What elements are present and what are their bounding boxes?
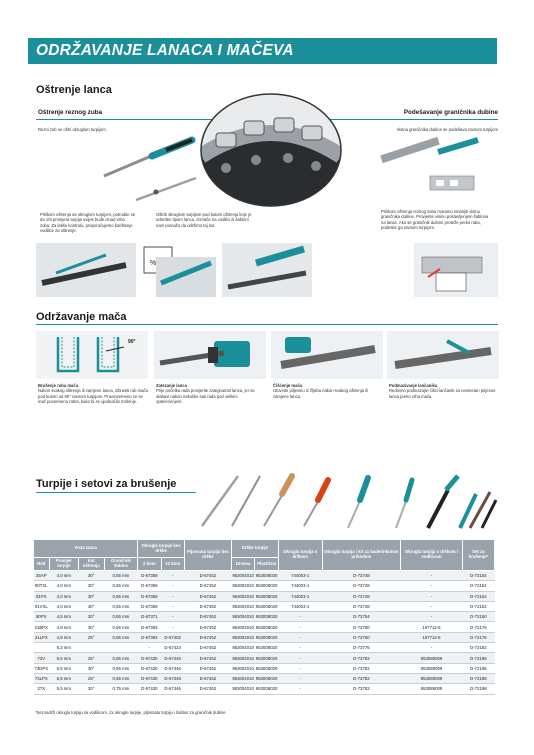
table-cell: 953004010 <box>231 663 255 673</box>
bar-col-2-text: Prije početka rada provjerite zategnutost lanca, jer se olabavi nakon nekoliko sati rada pod velikim opterećenjem. <box>156 388 255 405</box>
table-cell: 953004010 <box>231 622 255 632</box>
th-2pcs: 2 kom <box>138 558 161 571</box>
table-cell: 4,0 mm <box>49 581 78 591</box>
table-cell: - <box>161 622 184 632</box>
table-cell: D-73782 <box>322 653 401 663</box>
table-cell: D-67430 <box>138 663 161 673</box>
table-cell: D-67430 <box>138 673 161 683</box>
table-cell: 953089009 <box>401 673 463 683</box>
table-cell: D-67430 <box>138 684 161 694</box>
sharpening-photos <box>36 243 498 297</box>
table-cell: 953008020 <box>255 653 279 663</box>
sharpen-paragraph-2: Oštriti okruglom turpijom pod kutom oštrenja koje je određen tipom lanca. Označe na vodilici ili šabloni nam pomažu da održimo taj kut. <box>156 212 252 228</box>
table-cell: 953008020 <box>255 571 279 581</box>
table-cell: 5,5 mm <box>49 653 78 663</box>
table-cell: D-72198 <box>462 684 494 694</box>
lubrication-photo <box>387 331 499 379</box>
table-cell: 953008020 <box>255 632 279 642</box>
table-cell: - <box>138 643 161 653</box>
divider <box>36 324 498 325</box>
table-cell: 0,65 mm <box>104 601 138 611</box>
table-cell: D-67393 <box>138 632 161 642</box>
table-cell: 953004010 <box>231 571 255 581</box>
table-row <box>34 601 495 611</box>
table-cell: 953008020 <box>255 663 279 673</box>
table-cell: - <box>278 632 322 642</box>
sharpen-paragraph-3: Prilikom oštrenja reznog zuba moramo smanjiti visinu graničnika dubine. Provjerite visinu postavljenjem šablona na lanac. Ako se graničnik dubine proteže preko ruba, podesite ga ravnom turpijom. <box>381 209 489 231</box>
svg-text:%: % <box>150 260 157 267</box>
table-cell: - <box>401 612 463 622</box>
sharpen-paragraph-1: Prilikom oštrenja sa okruglom turpijom, potrudite se da 1/5 promjera turpije uvijek bude iznad vrha zuba. Za lakšu kontrolu, preporučujemo korištenje vodilice za oštrenje. <box>40 212 136 234</box>
table-cell: 30° <box>78 663 104 673</box>
table-cell: - <box>278 653 322 663</box>
table-cell: 5,5 mm <box>49 663 78 673</box>
th-depth: Graničnik dubine <box>104 558 138 571</box>
bar-edge-illustration <box>36 331 148 379</box>
th-chain-type: Vrsta lanca <box>34 540 138 558</box>
bar-col-4-text: Redovno podmazujte čišći lančanik za nesmetan prijenos lanca preko vrha mača. <box>389 388 496 399</box>
page-title: ODRŽAVANJE LANACA I MAČEVA <box>36 42 294 59</box>
table-cell: 953008020 <box>255 643 279 653</box>
bar-col-3-text: Utovnite piljevinu iz žljeba nakon svakog oštrenja ili zamjene lanca. <box>273 388 368 399</box>
table-cell: D-72176 <box>462 632 494 642</box>
table-cell: D-72154 <box>462 591 494 601</box>
section-title-bar: Održavanje mača <box>36 311 127 323</box>
table-cell: 0,65 mm <box>104 622 138 632</box>
bar-col-4-title: Podmazivanje lančanika <box>389 383 438 388</box>
bar-col-3 <box>273 383 381 399</box>
bar-col-2-title: Zatezanje lanca <box>156 383 187 388</box>
table-cell: D-67424 <box>161 643 184 653</box>
table-cell: 744003-1 <box>278 591 322 601</box>
table-cell: 953004010 <box>231 591 255 601</box>
th-sharpening-set: Set za brušenje* <box>462 540 494 571</box>
table-cell: 953089009 <box>401 653 463 663</box>
table-cell: D-67402 <box>161 632 184 642</box>
th-plastic: Plastična <box>255 558 279 571</box>
table-cell: D-72198 <box>462 663 494 673</box>
table-cell <box>34 643 50 653</box>
table-cell: D-73776 <box>322 643 401 653</box>
table-cell: 0,65 mm <box>104 612 138 622</box>
subtitle-cutter-sharpening: Oštrenje reznog zuba <box>38 109 103 116</box>
table-cell: 25° <box>78 632 104 642</box>
table-cell: - <box>278 684 322 694</box>
cleaning-photo <box>271 331 383 379</box>
table-cell: 80TXL <box>34 581 50 591</box>
table-cell: 72V <box>34 653 50 663</box>
table-cell: D-73782 <box>322 663 401 673</box>
th-wood: Drvena <box>231 558 255 571</box>
table-row <box>34 581 495 591</box>
table-cell: 953004010 <box>231 612 255 622</box>
table-cell: 953004010 <box>231 632 255 642</box>
th-row: Red <box>34 558 50 571</box>
table-cell: 5,5 mm <box>49 673 78 683</box>
table-cell: 197712-5 <box>401 632 463 642</box>
table-cell: D-67452 <box>184 581 231 591</box>
header-banner <box>28 38 497 64</box>
table-cell: 197712-5 <box>401 622 463 632</box>
table-cell: D-72198 <box>462 653 494 663</box>
table-cell: 4,0 mm <box>49 601 78 611</box>
table-cell: D-73760 <box>322 632 401 642</box>
table-cell: 953004010 <box>231 653 255 663</box>
table-cell: - <box>161 612 184 622</box>
table-cell: D-67452 <box>184 673 231 683</box>
table-cell: D-67452 <box>184 591 231 601</box>
table-cell: 25AP <box>34 571 50 581</box>
bar-col-4 <box>389 383 497 399</box>
table-cell: 30° <box>78 601 104 611</box>
table-cell: 953004010 <box>231 673 255 683</box>
table-cell: 27X <box>34 684 50 694</box>
table-cell: D-67452 <box>184 601 231 611</box>
th-round-file-guide: Okrugla turpija s drškom i vodilicom <box>401 540 463 571</box>
depth-desc: Visina graničnika dubine se podešava ravnom turpijom <box>396 127 498 132</box>
table-cell: 0,65 mm <box>104 663 138 673</box>
table-cell: D-67452 <box>184 653 231 663</box>
table-cell: 4,5 mm <box>49 612 78 622</box>
table-cell: 0,65 mm <box>104 632 138 642</box>
table-cell: 5,5 mm <box>49 684 78 694</box>
table-cell: D-67359 <box>138 601 161 611</box>
table-cell: 0,65 mm <box>104 653 138 663</box>
table-cell: 90PX <box>34 612 50 622</box>
flat-file-illustration <box>370 136 490 206</box>
table-cell: 73LPX <box>34 673 50 683</box>
divider <box>36 492 196 493</box>
table-cell: D-72154 <box>462 581 494 591</box>
table-cell: 30° <box>78 612 104 622</box>
table-cell: D-73782 <box>322 673 401 683</box>
table-cell: D-73748 <box>322 601 401 611</box>
table-row <box>34 632 495 642</box>
table-cell: D-67452 <box>184 643 231 653</box>
table-cell: 30° <box>78 684 104 694</box>
table-row <box>34 684 495 694</box>
angle-label: 90° <box>128 339 136 345</box>
table-cell: D-67452 <box>184 612 231 622</box>
table-cell: D-72182 <box>462 643 494 653</box>
subtitle-depth-gauge: Podešavanje graničnika dubine <box>403 109 498 116</box>
th-handles: Drške turpije <box>231 540 278 558</box>
table-cell: 953004010 <box>231 684 255 694</box>
table-cell: 30° <box>78 571 104 581</box>
table-cell: - <box>401 571 463 581</box>
table-cell: 30° <box>78 591 104 601</box>
cutter-desc: Rezni zub se oštri okruglom turpijom. <box>38 127 107 132</box>
th-diameter: Promjer turpije <box>49 558 78 571</box>
table-cell: - <box>278 663 322 673</box>
table-cell: - <box>161 591 184 601</box>
table-cell: 953008020 <box>255 622 279 632</box>
table-cell: 25° <box>78 653 104 663</box>
table-cell: D-67446 <box>161 653 184 663</box>
table-cell: D-67452 <box>184 663 231 673</box>
table-cell: 91VXL <box>34 601 50 611</box>
th-round-files: Okrugle turpije bez drške <box>138 540 185 558</box>
table-cell <box>104 643 138 653</box>
table-cell: D-67452 <box>184 622 231 632</box>
table-cell: - <box>161 571 184 581</box>
table-cell: 5,2 mm <box>49 643 78 653</box>
table-cell: 953004010 <box>231 643 255 653</box>
table-cell: 953089009 <box>401 684 463 694</box>
table-cell: D-67452 <box>184 632 231 642</box>
table-cell: D-67430 <box>138 653 161 663</box>
table-cell <box>78 643 104 653</box>
table-cell: - <box>278 643 322 653</box>
table-cell: 30° <box>78 581 104 591</box>
table-cell: D-73760 <box>322 622 401 632</box>
table-cell: - <box>401 643 463 653</box>
table-cell: 744003-1 <box>278 581 322 591</box>
table-cell: 0,65 mm <box>104 571 138 581</box>
th-12pcs: 12 kom <box>161 558 184 571</box>
table-cell: - <box>278 622 322 632</box>
table-cell: D-72154 <box>462 571 494 581</box>
table-cell: D-67359 <box>138 591 161 601</box>
table-cell: 0,65 mm <box>104 673 138 683</box>
table-cell: 953008020 <box>255 601 279 611</box>
table-cell: 30° <box>78 622 104 632</box>
table-cell: D-67452 <box>184 571 231 581</box>
table-cell: D-73748 <box>322 581 401 591</box>
table-cell: 953004010 <box>231 601 255 611</box>
table-cell: 4,0 mm <box>49 571 78 581</box>
table-row <box>34 643 495 653</box>
table-cell: - <box>161 601 184 611</box>
table-cell: D-67393 <box>138 622 161 632</box>
table-cell: - <box>161 581 184 591</box>
table-cell: 953004010 <box>231 581 255 591</box>
table-cell: 21BPX <box>34 622 50 632</box>
table-cell: 953008020 <box>255 673 279 683</box>
table-cell: 25° <box>78 673 104 683</box>
table-cell: - <box>401 591 463 601</box>
table-row <box>34 612 495 622</box>
table-cell: D-67359 <box>138 581 161 591</box>
table-cell: D-67452 <box>184 684 231 694</box>
table-cell: D-72176 <box>462 622 494 632</box>
table-cell: D-67371 <box>138 612 161 622</box>
table-cell: D-67446 <box>161 673 184 683</box>
table-cell: D-72198 <box>462 673 494 683</box>
table-cell: 4,8 mm <box>49 632 78 642</box>
section-title-sharpening: Oštrenje lanca <box>36 84 112 96</box>
table-cell: - <box>401 601 463 611</box>
section-title-files: Turpije i setovi za brušenje <box>36 478 177 490</box>
table-cell: 91PX <box>34 591 50 601</box>
files-product-illustration <box>198 470 498 532</box>
th-round-file-kit: Okrugla turpija i kit za baderinkutom pribodom <box>322 540 401 571</box>
table-cell: D-67359 <box>138 571 161 581</box>
table-cell: 73DPX <box>34 663 50 673</box>
table-cell: 953008020 <box>255 581 279 591</box>
table-cell: D-72154 <box>462 601 494 611</box>
table-cell: D-73748 <box>322 591 401 601</box>
th-round-file-handle: Okrugla turpija s drškom <box>278 540 322 571</box>
table-cell: 953089009 <box>401 663 463 673</box>
table-row <box>34 663 495 673</box>
round-file-illustration <box>96 132 206 202</box>
table-cell: 744003-1 <box>278 571 322 581</box>
bar-col-1 <box>38 383 148 405</box>
table-cell: 0,65 mm <box>104 591 138 601</box>
table-cell: D-67446 <box>161 663 184 673</box>
th-angle: Kut oštrenja <box>78 558 104 571</box>
table-cell: 0,75 mm <box>104 684 138 694</box>
bar-col-3-title: Čišćenje mača <box>273 383 303 388</box>
table-cell: D-73748 <box>322 571 401 581</box>
tension-photo <box>154 331 266 379</box>
table-cell: 953008020 <box>255 612 279 622</box>
table-row <box>34 622 495 632</box>
bar-col-1-text: Nakon svakog oštrenja ili zamjene lanca, izbrusiti rub mača pod kutom od 90° ravnom turpijom. Pravovremeno će se mač povremeno rotira, kako bi se ujednačilo trošenje. <box>38 388 148 405</box>
table-cell: 0,65 mm <box>104 581 138 591</box>
chain-closeup-illustration <box>196 88 346 208</box>
table-cell: 21LPX <box>34 632 50 642</box>
bar-col-2 <box>156 383 264 405</box>
table-cell: 744003-1 <box>278 601 322 611</box>
table-cell: - <box>278 612 322 622</box>
table-cell: - <box>401 581 463 591</box>
table-cell: 953008020 <box>255 684 279 694</box>
table-cell: D-73754 <box>322 612 401 622</box>
files-table <box>33 539 495 695</box>
table-row <box>34 591 495 601</box>
table-row <box>34 673 495 683</box>
table-cell: D-73782 <box>322 684 401 694</box>
th-flat-file: Pljosnata turpija bez drške <box>184 540 231 571</box>
table-cell: D-67446 <box>161 684 184 694</box>
table-footnote: *Set sadrži okruglu turpiju sa vodilicom, 2x okrugle turpije, pljosnatu turpiju i šablon za graničnik dubine <box>35 710 226 715</box>
table-cell: D-72160 <box>462 612 494 622</box>
table-cell: - <box>278 673 322 683</box>
table-row <box>34 653 495 663</box>
table-row <box>34 571 495 581</box>
bar-col-1-title: Brušenje ruba mača <box>38 383 79 388</box>
table-cell: 953008020 <box>255 591 279 601</box>
table-cell: 4,8 mm <box>49 622 78 632</box>
table-cell: 4,0 mm <box>49 591 78 601</box>
